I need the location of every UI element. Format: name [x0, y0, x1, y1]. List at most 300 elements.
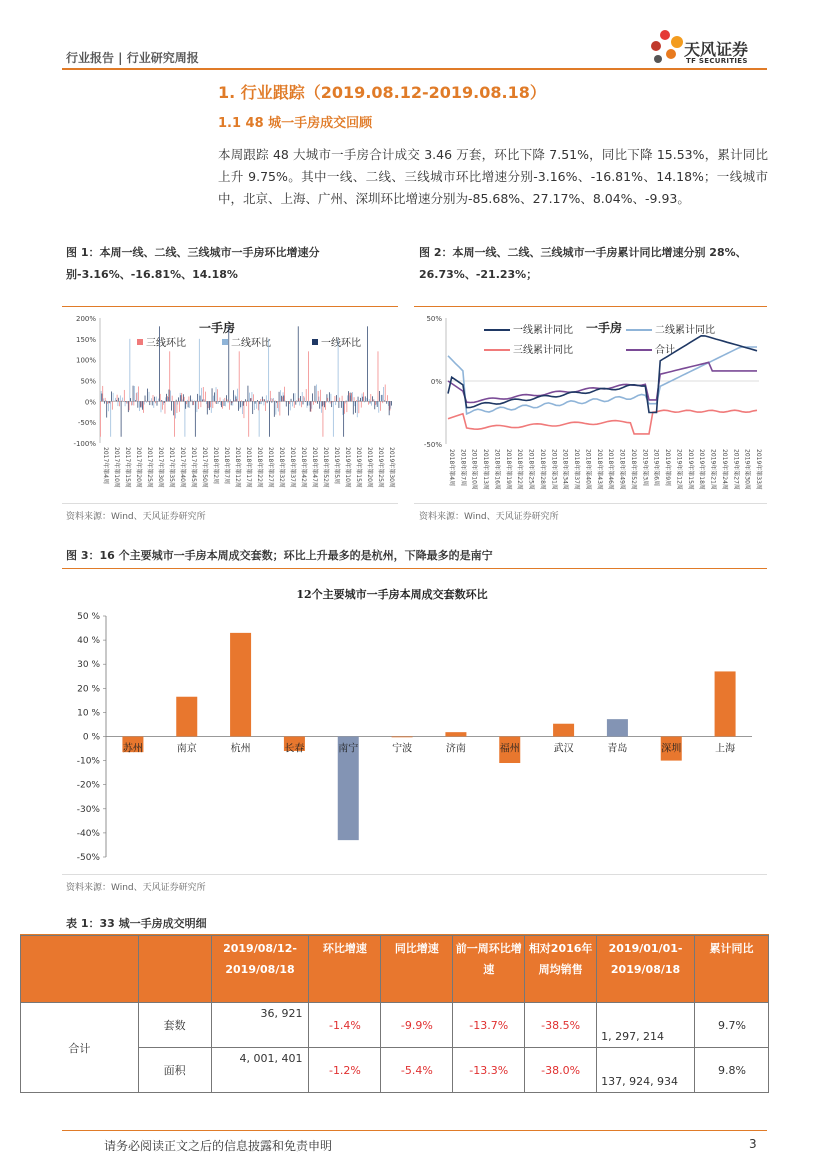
chart1-bar	[171, 401, 172, 410]
fig1-chart	[62, 308, 398, 498]
chart1-bar	[193, 401, 194, 405]
chart1-bar	[313, 401, 314, 404]
chart2-xtick: 2018年第28周	[538, 449, 546, 490]
chart1-bar	[149, 392, 150, 402]
cell-prev: -13.7%	[453, 1003, 525, 1048]
chart1-bar	[185, 401, 186, 408]
chart1-bar	[306, 389, 307, 401]
chart1-bar	[371, 401, 372, 405]
chart1-bar	[161, 400, 162, 401]
chart2-xtick: 2018年第4周	[448, 449, 455, 487]
chart1-bar	[234, 400, 235, 401]
chart1-bar	[252, 401, 253, 414]
chart1-bar	[384, 400, 385, 401]
chart1-bar	[382, 395, 383, 401]
chart2-xtick: 2018年第49周	[618, 449, 626, 490]
chart1-bar	[190, 395, 191, 401]
chart2-xtick: 2019年第6周	[652, 449, 660, 487]
chart1-bar	[273, 398, 274, 401]
chart1-bar	[127, 401, 128, 403]
chart2-xtick: 2018年第25周	[527, 449, 535, 490]
chart1-bar	[172, 396, 173, 402]
chart1-bar	[194, 400, 195, 401]
chart1-bar	[329, 392, 330, 401]
chart1-bar	[160, 394, 161, 401]
chart1-bar	[374, 399, 375, 401]
chart3-bar-南京	[176, 697, 197, 737]
chart1-xtick: 2018年第12周	[234, 447, 241, 488]
chart1-bar	[145, 401, 146, 402]
chart1-bar	[136, 393, 137, 401]
cell-value: 4, 001, 401	[211, 1048, 309, 1093]
fig1-caption: 图 1：本周一线、二线、三线城市一手房环比增速分别-3.16%、-16.81%、14.18%	[66, 246, 320, 281]
chart1-bar	[364, 401, 365, 402]
chart1-bar	[311, 401, 312, 411]
fig1-source: 资料来源：Wind、天风证券研究所	[66, 512, 206, 522]
chart1-bar	[169, 390, 170, 402]
chart1-xtick: 2017年第35周	[168, 447, 175, 488]
chart1-xtick: 2017年第25周	[146, 447, 153, 488]
chart1-bar	[166, 394, 167, 401]
chart2-xtick: 2018年第40周	[584, 449, 592, 490]
th-blank2	[138, 936, 211, 1003]
chart1-bar	[293, 393, 294, 401]
chart1-bar	[357, 401, 358, 417]
cell-ytd-yoy: 9.8%	[695, 1048, 769, 1093]
chart1-bar	[302, 392, 303, 401]
chart1-bar	[220, 397, 221, 401]
fig2-source: 资料来源：Wind、天风证券研究所	[419, 512, 559, 522]
fig3-chart	[62, 572, 767, 872]
transactions-table	[20, 935, 769, 1093]
chart1-bar	[332, 401, 333, 402]
chart1-bar	[175, 401, 176, 418]
chart1-bar	[114, 401, 115, 402]
chart1-bar	[145, 396, 146, 402]
chart1-bar	[291, 399, 292, 402]
chart2-xtick: 2018年第46周	[607, 449, 615, 490]
chart1-bar	[354, 397, 355, 401]
chart2-xtick: 2019年第18周	[698, 449, 706, 490]
chart1-bar	[111, 391, 112, 401]
chart1-bar	[369, 399, 370, 401]
chart1-bar	[228, 401, 229, 403]
chart1-bar	[169, 351, 170, 401]
chart1-bar	[382, 401, 383, 403]
chart1-bar	[122, 398, 123, 402]
chart1-bar	[299, 398, 300, 401]
chart1-bar	[103, 398, 104, 401]
section-paragraph: 本周跟踪 48 大城市一手房合计成交 3.46 万套，环比下降 7.51%，同比下降 15.53%，累计同比上升 9.75%。其中一线、二线、三线城市环比增速分别-3.16%、-16.81%、14.18%；一线城市中，北京、上海、广州、深圳环比增速分别为-85.68%、27.17%、8.04%、-9.93。	[218, 147, 768, 206]
chart1-bar	[266, 395, 267, 401]
cell-prev: -13.3%	[453, 1048, 525, 1093]
chart1-bar	[305, 401, 306, 402]
chart1-xtick: 2018年第22周	[256, 447, 263, 488]
chart2-legend-label: 一线累计同比	[513, 325, 573, 336]
chart1-bar	[144, 401, 145, 404]
chart1-legend-label: 一线环比	[321, 338, 361, 349]
chart1-bar	[195, 401, 196, 436]
chart1-bar	[374, 401, 375, 409]
chart1-xtick: 2017年第45周	[190, 447, 197, 488]
chart1-bar	[268, 339, 269, 402]
chart3-category-label: 青岛	[607, 743, 628, 755]
chart1-bar	[269, 401, 270, 436]
chart1-bar	[291, 401, 292, 402]
chart1-bar	[192, 400, 193, 402]
chart1-bar	[173, 401, 174, 415]
chart1-bar	[164, 401, 165, 403]
chart1-bar	[206, 401, 207, 404]
chart1-bar	[268, 400, 269, 401]
chart1-bar	[122, 400, 123, 401]
chart1-bar	[130, 398, 131, 401]
chart1-ytick: 0%	[84, 398, 96, 407]
chart1-bar	[115, 398, 116, 401]
chart1-bar	[153, 401, 154, 408]
chart1-bar	[303, 396, 304, 401]
cell-rel2016: -38.0%	[525, 1048, 597, 1093]
chart1-bar	[239, 351, 240, 401]
chart1-bar	[333, 401, 334, 436]
chart2-xtick: 2019年第30周	[743, 449, 751, 490]
chart1-bar	[204, 399, 205, 401]
cell-hb: -1.4%	[309, 1003, 381, 1048]
chart1-bar	[203, 387, 204, 401]
chart1-bar	[158, 399, 159, 402]
chart1-bar	[176, 400, 177, 402]
chart1-bar	[343, 401, 344, 415]
chart1-bar	[244, 401, 245, 402]
chart1-bar	[153, 395, 154, 401]
chart2-series-line	[448, 410, 757, 434]
chart1-bar	[147, 389, 148, 402]
chart2-legend-label: 合计	[655, 345, 675, 356]
chart1-bar	[353, 401, 354, 414]
chart2-ytick: 0%	[430, 378, 442, 386]
chart1-bar	[236, 396, 237, 401]
chart3-ytick: 30 %	[77, 660, 100, 671]
chart1-bar	[121, 401, 122, 436]
chart1-bar	[197, 394, 198, 401]
chart1-bar	[163, 401, 164, 405]
chart3-ytick: -20%	[76, 780, 100, 791]
chart1-bar	[321, 401, 322, 412]
chart1-bar	[178, 397, 179, 401]
chart2-xtick: 2018年第34周	[561, 449, 569, 490]
chart1-bar	[124, 390, 125, 401]
chart1-bar	[317, 401, 318, 403]
chart1-bar	[141, 401, 142, 406]
chart1-bar	[348, 391, 349, 401]
chart1-bar	[259, 401, 260, 436]
chart1-bar	[299, 401, 300, 405]
chart1-bar	[327, 398, 328, 401]
chart1-bar	[132, 401, 133, 405]
chart3-category-label: 武汉	[553, 743, 574, 755]
chart1-xtick: 2018年第17周	[245, 447, 252, 488]
chart1-xtick: 2018年第42周	[300, 447, 307, 488]
chart1-bar	[152, 401, 153, 405]
th-rel2016: 相对2016年周均销售	[525, 936, 597, 1003]
fig2-bottom-rule	[414, 503, 767, 504]
chart1-bar	[248, 386, 249, 402]
chart1-bar	[193, 401, 194, 405]
page-number: 3	[749, 1137, 757, 1151]
chart1-bar	[186, 401, 187, 404]
cell-tb: -5.4%	[381, 1048, 453, 1093]
chart1-bar	[189, 396, 190, 401]
cell-ytd: 137, 924, 934	[597, 1048, 695, 1093]
chart1-bar	[248, 401, 249, 436]
chart1-bar	[279, 392, 280, 402]
chart1-bar	[388, 401, 389, 406]
chart1-bar	[184, 397, 185, 401]
chart1-bar	[188, 401, 189, 407]
chart1-bar	[320, 390, 321, 402]
chart1-bar	[361, 401, 362, 407]
chart1-bar	[327, 394, 328, 401]
chart1-bar	[110, 401, 111, 436]
chart1-bar	[236, 399, 237, 401]
chart1-bar	[375, 401, 376, 405]
cell-rel2016: -38.5%	[525, 1003, 597, 1048]
chart1-bar	[331, 401, 332, 407]
chart1-bar	[304, 397, 305, 401]
brand-name-en: TF SECURITIES	[686, 57, 748, 65]
chart1-xtick: 2019年第15周	[355, 447, 362, 488]
chart1-bar	[296, 400, 297, 401]
chart1-bar	[191, 401, 192, 402]
chart1-bar	[197, 401, 198, 412]
chart1-bar	[101, 391, 102, 401]
chart1-bar	[391, 401, 392, 405]
chart1-bar	[356, 400, 357, 401]
chart1-legend-label: 三线环比	[146, 338, 186, 349]
chart1-bar	[252, 392, 253, 401]
chart1-bar	[280, 401, 281, 415]
chart1-bar	[224, 401, 225, 406]
th-tb: 同比增速	[381, 936, 453, 1003]
row-label: 套数	[138, 1003, 211, 1048]
chart1-bar	[102, 386, 103, 401]
chart2-xtick: 2019年第21周	[709, 449, 717, 490]
chart1-bar	[295, 393, 296, 401]
chart1-bar	[168, 397, 169, 401]
chart2-xtick: 2019年第12周	[675, 449, 683, 490]
chart1-bar	[336, 395, 337, 401]
chart3-ytick: -10%	[76, 756, 100, 767]
chart1-bar	[298, 326, 299, 401]
chart1-bar	[274, 401, 275, 416]
chart1-bar	[131, 401, 132, 405]
footer-divider	[62, 1130, 767, 1131]
chart1-bar	[315, 401, 316, 403]
chart1-bar	[167, 396, 168, 401]
chart1-bar	[173, 401, 174, 402]
chart1-bar	[347, 395, 348, 401]
chart1-bar	[202, 400, 203, 402]
chart1-bar	[365, 396, 366, 401]
chart3-bar-宁波	[392, 737, 413, 738]
cell-hb: -1.2%	[309, 1048, 381, 1093]
chart1-bar	[224, 398, 225, 401]
chart3-bar-济南	[445, 732, 466, 736]
chart1-bar	[216, 401, 217, 404]
chart1-bar	[359, 400, 360, 401]
th-ytd-yoy: 累计同比	[695, 936, 769, 1003]
chart1-bar	[221, 401, 222, 407]
chart3-ytick: -30%	[76, 804, 100, 815]
brand-logo-icon	[648, 26, 688, 70]
chart1-bar	[159, 326, 160, 401]
chart1-bar	[205, 392, 206, 402]
chart1-bar	[107, 401, 108, 403]
chart1-bar	[370, 394, 371, 401]
chart1-bar	[148, 401, 149, 402]
chart3-category-label: 长春	[284, 743, 305, 755]
chart1-bar	[106, 401, 107, 417]
chart1-bar	[283, 392, 284, 401]
section-subtitle: 1.1 48 城一手房成交回顾	[218, 116, 373, 131]
chart2-xtick: 2019年第27周	[732, 449, 740, 490]
chart1-xtick: 2019年第30周	[388, 447, 395, 488]
chart1-bar	[230, 399, 231, 401]
chart1-bar	[100, 401, 101, 436]
chart1-bar	[245, 399, 246, 401]
chart1-bar	[146, 401, 147, 402]
chart1-bar	[139, 401, 140, 411]
chart1-bar	[267, 401, 268, 403]
chart1-bar	[346, 401, 347, 402]
chart1-ytick: 200%	[75, 315, 96, 323]
table-row	[21, 1003, 769, 1048]
chart1-bar	[312, 393, 313, 401]
chart1-bar	[378, 351, 379, 401]
chart2-xtick: 2019年第15周	[686, 449, 694, 490]
chart1-bar	[214, 392, 215, 401]
chart2-xtick: 2018年第7周	[459, 449, 467, 487]
chart1-bar	[290, 401, 291, 410]
chart1-bar	[212, 401, 213, 408]
chart1-bar	[181, 393, 182, 401]
chart1-bar	[201, 388, 202, 401]
chart1-bar	[235, 395, 236, 402]
chart1-bar	[311, 401, 312, 408]
chart1-bar	[219, 401, 220, 402]
cell-ytd-yoy: 9.7%	[695, 1003, 769, 1048]
chart2-xtick: 2018年第22周	[516, 449, 524, 490]
chart1-bar	[379, 391, 380, 401]
chart1-xtick: 2018年第2周	[212, 447, 219, 485]
chart1-xtick: 2017年第15周	[124, 447, 131, 488]
chart2-xtick: 2018年第13周	[482, 449, 490, 490]
chart1-bar	[233, 390, 234, 401]
chart1-bar	[262, 397, 263, 402]
chart1-bar	[253, 394, 254, 401]
chart1-bar	[387, 395, 388, 401]
chart1-bar	[210, 401, 211, 407]
chart1-ytick: 150%	[75, 335, 96, 344]
chart1-bar	[288, 401, 289, 415]
chart1-bar	[372, 396, 373, 401]
chart1-bar	[213, 396, 214, 402]
chart1-bar	[347, 401, 348, 412]
th-prev: 前一周环比增速	[453, 936, 525, 1003]
chart1-bar	[349, 393, 350, 402]
chart1-bar	[212, 388, 213, 401]
chart1-bar	[128, 401, 129, 412]
section-title: 1. 行业跟踪（2019.08.12-2019.08.18）	[218, 83, 546, 102]
chart3-category-label: 宁波	[392, 743, 413, 755]
chart1-bar	[328, 401, 329, 402]
chart1-bar	[337, 401, 338, 402]
chart1-bar	[228, 326, 229, 401]
chart1-bar	[377, 401, 378, 407]
chart1-bar	[319, 401, 320, 408]
chart1-bar	[360, 398, 361, 401]
chart1-bar	[276, 401, 277, 402]
chart3-category-label: 杭州	[230, 743, 251, 755]
chart1-bar	[315, 386, 316, 402]
chart1-bar	[102, 394, 103, 402]
chart1-legend-swatch	[137, 339, 143, 345]
chart1-bar	[140, 401, 141, 407]
chart1-bar	[156, 397, 157, 402]
chart2-ytick: 50%	[426, 315, 442, 323]
chart1-bar	[157, 401, 158, 405]
chart1-bar	[255, 401, 256, 403]
chart1-bar	[275, 400, 276, 401]
chart1-bar	[260, 399, 261, 401]
footer-disclaimer: 请务必阅读正文之后的信息披露和免责申明	[104, 1139, 333, 1153]
chart1-bar	[182, 400, 183, 402]
chart1-bar	[208, 401, 209, 408]
table-caption: 表 1：33 城一手房成交明细	[66, 917, 207, 930]
chart3-bar-青岛	[607, 719, 628, 736]
chart1-xtick: 2018年第37周	[289, 447, 296, 488]
chart1-bar	[155, 401, 156, 403]
chart1-bar	[370, 401, 371, 403]
fig2-top-rule	[414, 306, 767, 307]
chart1-bar	[165, 397, 166, 401]
chart1-ytick: 50%	[80, 377, 96, 386]
table-header-row	[21, 936, 769, 1003]
chart1-bar	[226, 395, 227, 401]
chart2-xtick: 2018年第37周	[573, 449, 581, 490]
chart1-bar	[120, 395, 121, 401]
chart1-bar	[183, 394, 184, 401]
chart1-bar	[177, 401, 178, 413]
chart1-bar	[389, 401, 390, 415]
chart1-bar	[105, 398, 106, 401]
chart1-bar	[280, 390, 281, 401]
chart1-bar	[303, 401, 304, 404]
chart1-bar	[295, 401, 296, 404]
chart1-xtick: 2019年第10周	[344, 447, 351, 488]
chart1-bar	[294, 401, 295, 408]
chart1-bar	[229, 401, 230, 409]
chart1-bar	[231, 401, 232, 405]
chart1-bar	[351, 393, 352, 402]
chart1-bar	[116, 400, 117, 401]
chart1-xtick: 2017年第40周	[179, 447, 186, 488]
chart1-bar	[272, 401, 273, 402]
fig1-top-rule	[62, 306, 398, 307]
chart1-bar	[367, 326, 368, 401]
chart3-category-label: 济南	[445, 743, 466, 755]
chart2-xtick: 2018年第10周	[470, 449, 478, 490]
